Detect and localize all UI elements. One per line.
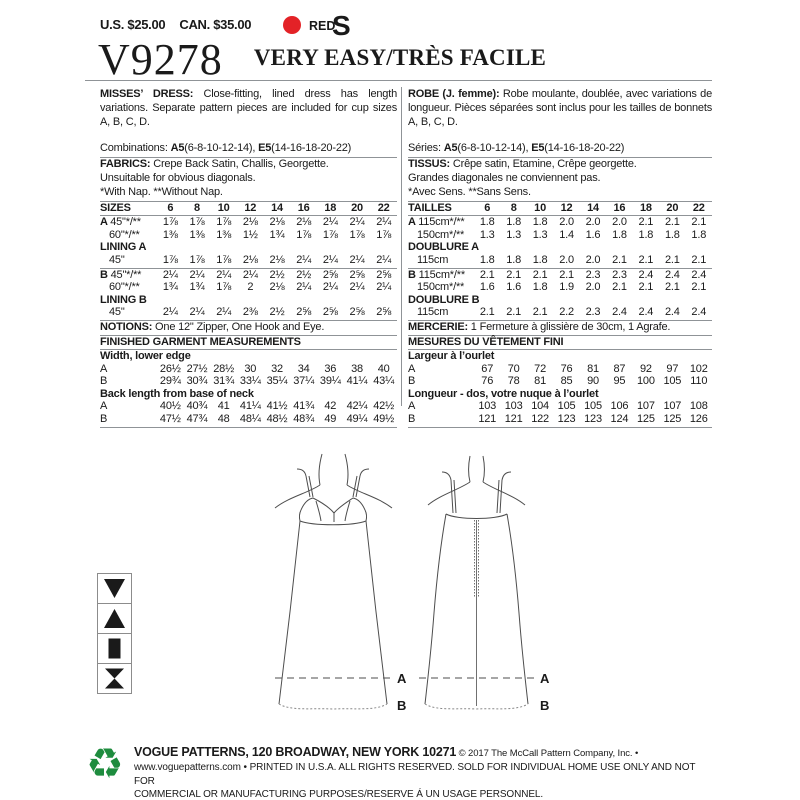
value-cell: 48½ <box>266 413 288 426</box>
value-cell: 2¼ <box>349 216 365 229</box>
value-cell: 67 <box>481 362 494 375</box>
value-cell: 2.4 <box>691 306 707 319</box>
value-cell: 2.4 <box>664 306 680 319</box>
value-cell: 2¼ <box>162 268 178 281</box>
value-cell: 2¼ <box>296 281 312 294</box>
value-cell: 2⅛ <box>269 281 285 294</box>
publisher-address: VOGUE PATTERNS, 120 BROADWAY, NEW YORK 10271 <box>134 745 457 759</box>
figure-type-symbols <box>97 574 132 694</box>
table-row <box>408 413 712 428</box>
row-label: B <box>408 413 416 426</box>
value-cell: 2.0 <box>612 216 627 229</box>
value-cell: 76 <box>560 362 573 375</box>
value-cell: 20 <box>666 201 679 214</box>
value-cell: 2¼ <box>349 253 365 266</box>
value-cell: 2¼ <box>376 253 392 266</box>
value-cell: 27½ <box>186 362 208 375</box>
value-cell: 39¼ <box>319 375 341 388</box>
value-cell: 105 <box>663 375 682 388</box>
difficulty-label: VERY EASY/TRÈS FACILE <box>253 45 547 70</box>
value-cell: 1.8 <box>691 228 707 241</box>
value-cell: 1.3 <box>532 228 548 241</box>
red-dot-icon <box>283 16 301 34</box>
value-cell: 1⅜ <box>162 228 178 241</box>
value-cell: 42½ <box>373 400 395 413</box>
value-cell: 1⅜ <box>216 228 232 241</box>
value-cell: 2¼ <box>376 216 392 229</box>
value-cell: 103 <box>478 400 497 413</box>
value-cell: 2⅝ <box>296 306 312 319</box>
value-cell: 2½ <box>296 268 312 281</box>
row-label: A 45"*/** <box>100 216 141 229</box>
value-cell: 8 <box>194 201 200 214</box>
value-cell: 10 <box>534 201 547 214</box>
sens-note: *Avec Sens. **Sans Sens. <box>408 186 712 202</box>
footer-line2: www.voguepatterns.com • PRINTED IN U.S.A. ALL RIGHTS RESERVED. SOLD FOR INDIVIDUAL HOME USE ONLY AND NOT FOR <box>134 761 696 787</box>
value-cell: 30¾ <box>186 375 208 388</box>
value-cell: 22 <box>692 201 705 214</box>
value-cell: 28½ <box>213 362 235 375</box>
copyright: © 2017 The McCall Pattern Company, Inc. • <box>456 748 639 759</box>
row-label: B 115cm*/** <box>408 268 465 281</box>
value-cell: 1⅞ <box>322 228 338 241</box>
value-cell: 1⅞ <box>216 216 232 229</box>
recycle-icon: ♻ <box>86 740 124 787</box>
front-view-a-label: A <box>397 671 407 686</box>
value-cell: 2.1 <box>506 306 521 319</box>
row-label: 60"*/** <box>109 228 140 241</box>
value-cell: 105 <box>557 400 576 413</box>
rectangle-icon <box>97 633 132 664</box>
value-cell: 2⅛ <box>296 216 312 229</box>
mesures-title: MESURES DU VÊTEMENT FINI <box>408 336 712 351</box>
table-section-label: DOUBLURE A <box>408 241 479 254</box>
triangle-down-icon <box>97 573 132 604</box>
value-cell: 2.1 <box>532 268 548 281</box>
table-row <box>100 363 397 376</box>
front-view-b-label: B <box>397 698 407 713</box>
value-cell: 1.8 <box>479 253 495 266</box>
row-label: 150cm*/** <box>417 228 465 241</box>
size-letter: S <box>332 10 351 41</box>
table-section-label: LINING B <box>100 293 147 306</box>
value-cell: 2⅝ <box>349 306 365 319</box>
row-label: 150cm*/** <box>417 281 465 294</box>
value-cell: 31¾ <box>213 375 235 388</box>
description-fr: ROBE (J. femme): Robe moulante, doublée, avec variations de longueur. Pièces séparées sont inclus pour les tailles de bonnets A, B, C, D. <box>408 88 712 128</box>
value-cell: 70 <box>507 362 520 375</box>
value-cell: 1.3 <box>479 228 495 241</box>
finished-measurements-table-en <box>100 350 397 428</box>
pattern-number: V9278 <box>98 35 223 84</box>
table-row <box>100 375 397 388</box>
value-cell: 2.1 <box>479 268 495 281</box>
table-row <box>408 306 712 321</box>
value-cell: 2.1 <box>532 306 548 319</box>
value-cell: 81 <box>534 375 547 388</box>
row-label: A 115cm*/** <box>408 216 465 229</box>
value-cell: 2.4 <box>638 306 654 319</box>
value-cell: 95 <box>613 375 626 388</box>
value-cell: 2.1 <box>664 253 680 266</box>
value-cell: 2.4 <box>638 268 654 281</box>
value-cell: 2¼ <box>189 306 205 319</box>
color-name-label: RED <box>309 19 336 33</box>
description-en: MISSES’ DRESS: Close-fitting, lined dress has length variations. Separate pattern pieces are included for cup sizes A, B, C, D. <box>100 88 397 128</box>
value-cell: 33¼ <box>239 375 261 388</box>
value-cell: 40½ <box>159 400 181 413</box>
value-cell: 40¾ <box>186 400 208 413</box>
table-section-label: Longueur - dos, votre nuque à l’ourlet <box>408 387 599 400</box>
footer <box>134 746 709 800</box>
value-cell: 124 <box>610 413 629 426</box>
value-cell: 1¾ <box>189 281 205 294</box>
value-cell: 90 <box>587 375 599 388</box>
value-cell: 121 <box>478 413 497 426</box>
table-row <box>408 363 712 376</box>
value-cell: 87 <box>613 362 626 375</box>
value-cell: 125 <box>637 413 655 426</box>
value-cell: 123 <box>557 413 576 426</box>
value-cell: 41¼ <box>346 375 368 388</box>
value-cell: 105 <box>584 400 602 413</box>
value-cell: 1⅞ <box>189 253 205 266</box>
value-cell: 42 <box>324 400 337 413</box>
value-cell: 1.4 <box>559 228 574 241</box>
value-cell: 2¼ <box>216 268 232 281</box>
value-cell: 29¾ <box>159 375 181 388</box>
value-cell: 18 <box>639 201 652 214</box>
value-cell: 2¼ <box>216 306 232 319</box>
value-cell: 2.1 <box>691 281 707 294</box>
table-row <box>408 254 712 269</box>
table-header-row <box>408 202 712 217</box>
value-cell: 2⅛ <box>242 253 258 266</box>
value-cell: 1.8 <box>532 216 548 229</box>
value-cell: 22 <box>377 201 390 214</box>
value-cell: 1.6 <box>506 281 521 294</box>
price-line <box>100 17 265 32</box>
value-cell: 1.8 <box>506 253 521 266</box>
value-cell: 2½ <box>269 268 285 281</box>
value-cell: 85 <box>560 375 573 388</box>
value-cell: 1⅜ <box>189 228 205 241</box>
value-cell: 47½ <box>159 413 181 426</box>
table-section-label: DOUBLURE B <box>408 293 480 306</box>
value-cell: 2.1 <box>638 216 654 229</box>
value-cell: 1.6 <box>585 228 601 241</box>
triangle-up-icon <box>97 603 132 634</box>
value-cell: 16 <box>613 201 626 214</box>
dress-line-drawing <box>185 438 615 738</box>
value-cell: 2¼ <box>322 253 338 266</box>
row-label: B <box>408 375 416 388</box>
value-cell: 108 <box>689 400 708 413</box>
header-rule <box>85 80 712 81</box>
value-cell: 1.9 <box>559 281 574 294</box>
row-label: B 45"*/** <box>100 268 142 281</box>
finished-measurements-table-fr <box>408 350 712 428</box>
value-cell: 1½ <box>242 228 258 241</box>
value-cell: 2¼ <box>296 253 312 266</box>
french-column <box>408 88 712 428</box>
value-cell: 97 <box>666 362 679 375</box>
footer-line1 <box>134 746 709 761</box>
table-row <box>408 216 712 229</box>
value-cell: 41¾ <box>293 400 315 413</box>
row-label: 115cm <box>417 253 449 266</box>
table-section-label: LINING A <box>100 241 147 254</box>
value-cell: 2.0 <box>585 281 601 294</box>
column-divider <box>401 87 402 406</box>
value-cell: 2.1 <box>612 253 627 266</box>
table-header-row <box>100 202 397 217</box>
value-cell: 2.1 <box>506 268 521 281</box>
value-cell: 2.3 <box>612 268 627 281</box>
table-row <box>100 400 397 413</box>
table-row <box>100 306 397 321</box>
row-label: 115cm <box>417 306 449 319</box>
value-cell: 2.0 <box>559 216 574 229</box>
footer-line3: COMMERCIAL OR MANUFACTURING PURPOSES/RESERVE Á UN USAGE PERSONNEL. <box>134 789 544 800</box>
value-cell: 2⅛ <box>269 216 285 229</box>
value-cell: 2.1 <box>664 281 680 294</box>
hourglass-icon <box>97 663 132 694</box>
value-cell: 12 <box>560 201 573 214</box>
row-label: 45" <box>109 306 125 319</box>
value-cell: 2.0 <box>585 253 601 266</box>
value-cell: 12 <box>244 201 257 214</box>
value-cell: 18 <box>324 201 337 214</box>
value-cell: 1⅞ <box>376 228 392 241</box>
value-cell: 48¾ <box>293 413 315 426</box>
nap-note: *With Nap. **Without Nap. <box>100 186 397 202</box>
value-cell: 126 <box>689 413 708 426</box>
value-cell: 125 <box>663 413 682 426</box>
value-cell: 2.1 <box>559 268 574 281</box>
value-cell: 1⅞ <box>189 216 205 229</box>
table-row <box>100 413 397 428</box>
value-cell: 2.1 <box>691 253 707 266</box>
value-cell: 1.8 <box>612 228 627 241</box>
back-view-a-label: A <box>540 671 550 686</box>
row-label: 45" <box>109 253 125 266</box>
value-cell: 123 <box>584 413 602 426</box>
value-cell: 76 <box>481 375 494 388</box>
value-cell: 1⅞ <box>216 253 232 266</box>
value-cell: 43¼ <box>373 375 395 388</box>
value-cell: 2¼ <box>322 281 338 294</box>
value-cell: 2⅜ <box>242 306 258 319</box>
value-cell: 34 <box>297 362 310 375</box>
value-cell: 14 <box>271 201 283 214</box>
value-cell: 2⅛ <box>242 216 258 229</box>
table-row <box>100 281 397 294</box>
table-row <box>100 269 397 282</box>
value-cell: 2⅝ <box>376 268 392 281</box>
tissus-line: TISSUS: Crêpe satin, Etamine, Crêpe georgette. <box>408 158 637 171</box>
value-cell: 8 <box>510 201 517 214</box>
table-row <box>408 400 712 413</box>
table-row <box>100 216 397 229</box>
value-cell: 38 <box>351 362 363 375</box>
value-cell: 2.4 <box>691 268 707 281</box>
value-cell: 107 <box>637 400 655 413</box>
value-cell: 121 <box>504 413 523 426</box>
value-cell: 1.8 <box>532 281 548 294</box>
value-cell: 1.8 <box>479 216 495 229</box>
value-cell: 2⅛ <box>269 253 285 266</box>
value-cell: 2⅝ <box>349 268 365 281</box>
value-cell: 1.8 <box>532 253 548 266</box>
price-can: CAN. $35.00 <box>179 17 252 32</box>
value-cell: 2¼ <box>349 281 365 294</box>
value-cell: 14 <box>587 201 599 214</box>
value-cell: 26½ <box>159 362 181 375</box>
value-cell: 37¼ <box>293 375 315 388</box>
value-cell: 2⅝ <box>322 306 338 319</box>
value-cell: 1.3 <box>506 228 521 241</box>
value-cell: 104 <box>531 400 549 413</box>
value-cell: 107 <box>663 400 682 413</box>
value-cell: 41¼ <box>239 400 261 413</box>
value-cell: 40 <box>377 362 390 375</box>
table-row <box>408 269 712 282</box>
value-cell: 48 <box>217 413 230 426</box>
value-cell: 100 <box>637 375 655 388</box>
value-cell: 92 <box>639 362 652 375</box>
value-cell: 1.8 <box>506 216 521 229</box>
value-cell: 102 <box>689 362 708 375</box>
fabrics-line: FABRICS: Crepe Back Satin, Challis, Georgette. <box>100 158 329 171</box>
row-label: A <box>100 400 108 413</box>
value-cell: 10 <box>217 201 230 214</box>
value-cell: 1.8 <box>664 228 680 241</box>
row-label: B <box>100 413 108 426</box>
finished-measurements-title: FINISHED GARMENT MEASUREMENTS <box>100 336 397 351</box>
series-line: Séries: A5(6-8-10-12-14), E5(14-16-18-20-22) <box>408 142 712 158</box>
front-neck-left <box>319 454 322 485</box>
value-cell: 122 <box>531 413 549 426</box>
row-label: A <box>100 362 108 375</box>
row-label: A <box>408 362 416 375</box>
value-cell: 72 <box>534 362 547 375</box>
value-cell: 2⅝ <box>322 268 338 281</box>
value-cell: 36 <box>324 362 337 375</box>
price-us: U.S. $25.00 <box>100 17 166 32</box>
value-cell: 2.4 <box>612 306 627 319</box>
row-label: 60"*/** <box>109 281 140 294</box>
value-cell: 1⅞ <box>296 228 312 241</box>
yardage-table-fr <box>408 202 712 321</box>
value-cell: 2.2 <box>559 306 574 319</box>
value-cell: 2.1 <box>691 216 707 229</box>
value-cell: 2.3 <box>585 268 601 281</box>
value-cell: 42¼ <box>346 400 368 413</box>
value-cell: 41 <box>217 400 230 413</box>
value-cell: 35¼ <box>266 375 288 388</box>
value-cell: 1⅞ <box>216 281 232 294</box>
value-cell: 2.4 <box>664 268 680 281</box>
mercerie-line: MERCERIE: 1 Fermeture à glissière de 30cm, 1 Agrafe. <box>408 321 712 336</box>
value-cell: 2.1 <box>479 306 495 319</box>
notions-line: NOTIONS: One 12" Zipper, One Hook and Eye. <box>100 321 397 336</box>
table-section-label: Width, lower edge <box>100 350 191 363</box>
row-label: B <box>100 375 108 388</box>
value-cell: 2.1 <box>664 216 680 229</box>
value-cell: 2.1 <box>638 253 654 266</box>
value-cell: 2½ <box>269 306 285 319</box>
value-cell: 2¼ <box>162 306 178 319</box>
combinations-line: Combinations: A5(6-8-10-12-14), E5(14-16-18-20-22) <box>100 142 397 158</box>
value-cell: 16 <box>297 201 310 214</box>
table-row <box>100 229 397 242</box>
value-cell: 1¾ <box>162 281 178 294</box>
back-view-b-label: B <box>540 698 550 713</box>
value-cell: 1⅞ <box>162 253 178 266</box>
value-cell: 103 <box>504 400 523 413</box>
value-cell: 110 <box>690 375 708 388</box>
value-cell: 49¼ <box>346 413 368 426</box>
tissus-note: Grandes diagonales ne conviennent pas. <box>408 171 601 184</box>
value-cell: 1¾ <box>269 228 285 241</box>
table-row <box>408 375 712 388</box>
value-cell: 47¾ <box>186 413 208 426</box>
row-label: SIZES <box>100 201 131 214</box>
english-column <box>100 88 397 428</box>
value-cell: 2¼ <box>322 216 338 229</box>
table-section-label: Largeur à l’ourlet <box>408 350 495 363</box>
value-cell: 20 <box>351 201 363 214</box>
value-cell: 6 <box>484 201 491 214</box>
row-label: TAILLES <box>408 201 452 214</box>
value-cell: 1.8 <box>638 228 654 241</box>
table-row <box>408 229 712 242</box>
value-cell: 2.1 <box>638 281 654 294</box>
value-cell: 1⅞ <box>349 228 365 241</box>
value-cell: 106 <box>610 400 629 413</box>
fabrics-note: Unsuitable for obvious diagonals. <box>100 171 256 184</box>
value-cell: 49½ <box>373 413 395 426</box>
value-cell: 2.3 <box>585 306 601 319</box>
table-section-label: Back length from base of neck <box>100 387 254 400</box>
value-cell: 2.0 <box>559 253 574 266</box>
value-cell: 49 <box>324 413 337 426</box>
table-row <box>100 254 397 269</box>
value-cell: 2⅝ <box>376 306 392 319</box>
value-cell: 48¼ <box>239 413 261 426</box>
value-cell: 30 <box>244 362 257 375</box>
value-cell: 6 <box>167 201 174 214</box>
value-cell: 2¼ <box>189 268 205 281</box>
table-row <box>408 281 712 294</box>
yardage-table-en <box>100 202 397 321</box>
value-cell: 2 <box>247 281 254 294</box>
value-cell: 2¼ <box>376 281 392 294</box>
value-cell: 78 <box>507 375 520 388</box>
value-cell: 32 <box>271 362 283 375</box>
row-label: A <box>408 400 416 413</box>
value-cell: 2¼ <box>242 268 258 281</box>
value-cell: 1.6 <box>479 281 495 294</box>
value-cell: 41½ <box>266 400 288 413</box>
value-cell: 2.1 <box>612 281 627 294</box>
value-cell: 2.0 <box>585 216 601 229</box>
value-cell: 1⅞ <box>162 216 178 229</box>
value-cell: 81 <box>587 362 599 375</box>
